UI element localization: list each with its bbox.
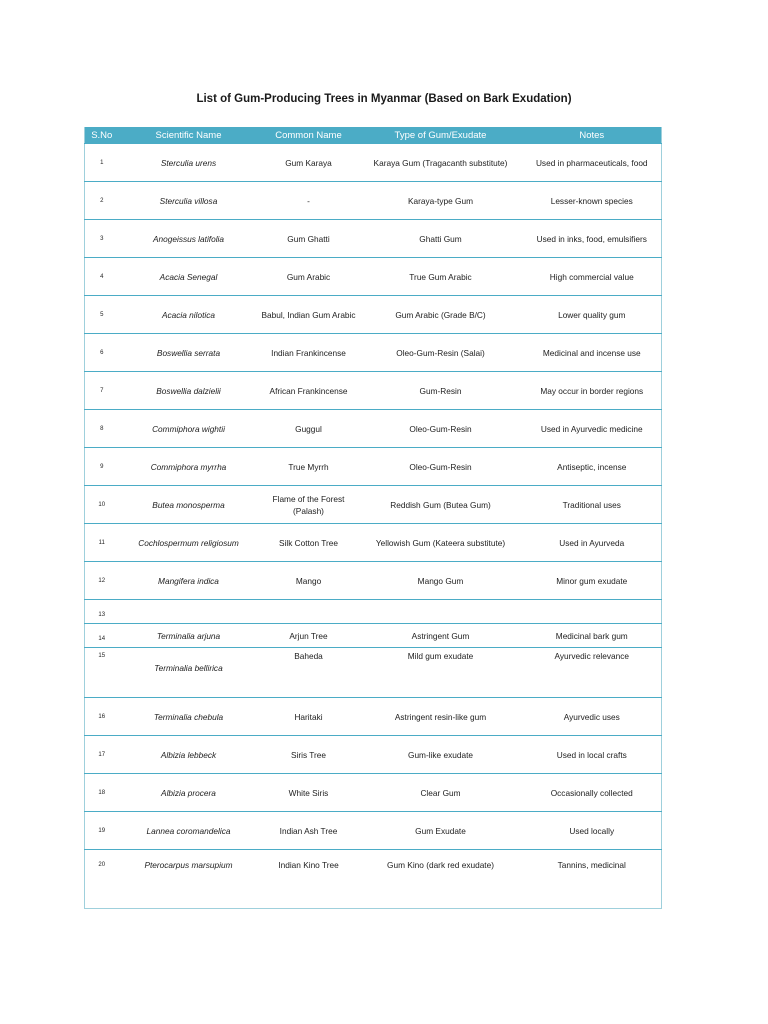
cell-scientific-name: Pterocarpus marsupium	[119, 850, 259, 909]
cell-common-name: True Myrrh	[259, 448, 359, 486]
cell-notes: Occasionally collected	[523, 774, 662, 812]
cell-common-name: Flame of the Forest (Palash)	[259, 486, 359, 524]
cell-scientific-name: Acacia Senegal	[119, 258, 259, 296]
cell-gum-type: Oleo-Gum-Resin (Salai)	[359, 334, 523, 372]
cell-notes: Used in Ayurveda	[523, 524, 662, 562]
cell-sno: 3	[85, 220, 119, 258]
header-type-of-gum: Type of Gum/Exudate	[359, 127, 523, 144]
cell-notes: Lesser-known species	[523, 182, 662, 220]
cell-common-name: Baheda	[259, 648, 359, 698]
cell-sno: 14	[85, 624, 119, 648]
cell-common-name: Gum Ghatti	[259, 220, 359, 258]
cell-sno: 15	[85, 648, 119, 698]
cell-scientific-name: Albizia lebbeck	[119, 736, 259, 774]
cell-gum-type	[359, 600, 523, 624]
page-title: List of Gum-Producing Trees in Myanmar (Based on Bark Exudation)	[196, 93, 572, 105]
cell-gum-type: Gum-Resin	[359, 372, 523, 410]
cell-sno: 10	[85, 486, 119, 524]
cell-notes: Traditional uses	[523, 486, 662, 524]
cell-sno: 16	[85, 698, 119, 736]
cell-sno: 17	[85, 736, 119, 774]
cell-scientific-name: Anogeissus latifolia	[119, 220, 259, 258]
cell-sno: 11	[85, 524, 119, 562]
table-row	[85, 774, 662, 812]
cell-gum-type: Mango Gum	[359, 562, 523, 600]
cell-common-name: Guggul	[259, 410, 359, 448]
cell-notes: Medicinal bark gum	[523, 624, 662, 648]
cell-scientific-name: Albizia procera	[119, 774, 259, 812]
header-common-name: Common Name	[259, 127, 359, 144]
cell-notes: Used in local crafts	[523, 736, 662, 774]
cell-scientific-name	[119, 600, 259, 624]
cell-common-name: Indian Frankincense	[259, 334, 359, 372]
table-row	[85, 448, 662, 486]
cell-sno: 18	[85, 774, 119, 812]
cell-gum-type: Reddish Gum (Butea Gum)	[359, 486, 523, 524]
header-row	[85, 127, 662, 144]
cell-scientific-name: Butea monosperma	[119, 486, 259, 524]
table-row	[85, 648, 662, 698]
cell-sno: 13	[85, 600, 119, 624]
table-body	[85, 144, 662, 909]
cell-scientific-name: Boswellia serrata	[119, 334, 259, 372]
table-row	[85, 296, 662, 334]
cell-common-name	[259, 600, 359, 624]
cell-common-name: Gum Karaya	[259, 144, 359, 182]
cell-gum-type: Clear Gum	[359, 774, 523, 812]
cell-notes: Used in pharmaceuticals, food	[523, 144, 662, 182]
cell-scientific-name: Terminalia bellirica	[119, 648, 259, 698]
cell-scientific-name: Sterculia urens	[119, 144, 259, 182]
table-row	[85, 334, 662, 372]
table-row	[85, 624, 662, 648]
cell-gum-type: Karaya Gum (Tragacanth substitute)	[359, 144, 523, 182]
header-notes: Notes	[523, 127, 662, 144]
cell-gum-type: True Gum Arabic	[359, 258, 523, 296]
cell-common-name: Babul, Indian Gum Arabic	[259, 296, 359, 334]
table-row	[85, 698, 662, 736]
table-row	[85, 486, 662, 524]
cell-common-name: Gum Arabic	[259, 258, 359, 296]
cell-notes: Used locally	[523, 812, 662, 850]
cell-sno: 9	[85, 448, 119, 486]
cell-notes: May occur in border regions	[523, 372, 662, 410]
cell-common-name: White Siris	[259, 774, 359, 812]
cell-common-name: Mango	[259, 562, 359, 600]
cell-sno: 19	[85, 812, 119, 850]
table-row	[85, 812, 662, 850]
table-row	[85, 850, 662, 909]
table-row	[85, 562, 662, 600]
cell-sno: 2	[85, 182, 119, 220]
cell-gum-type: Astringent resin-like gum	[359, 698, 523, 736]
cell-notes: Antiseptic, incense	[523, 448, 662, 486]
cell-common-name: Indian Ash Tree	[259, 812, 359, 850]
cell-scientific-name: Sterculia villosa	[119, 182, 259, 220]
cell-common-name: Siris Tree	[259, 736, 359, 774]
cell-scientific-name: Commiphora wightii	[119, 410, 259, 448]
cell-common-name: Haritaki	[259, 698, 359, 736]
table-row	[85, 182, 662, 220]
cell-sno: 6	[85, 334, 119, 372]
cell-common-name: African Frankincense	[259, 372, 359, 410]
table-row	[85, 600, 662, 624]
cell-notes: Used in inks, food, emulsifiers	[523, 220, 662, 258]
table-row	[85, 410, 662, 448]
cell-sno: 12	[85, 562, 119, 600]
cell-common-name: Indian Kino Tree	[259, 850, 359, 909]
cell-sno: 20	[85, 850, 119, 909]
cell-gum-type: Oleo-Gum-Resin	[359, 410, 523, 448]
cell-sno: 7	[85, 372, 119, 410]
cell-notes: Minor gum exudate	[523, 562, 662, 600]
cell-gum-type: Oleo-Gum-Resin	[359, 448, 523, 486]
cell-notes: Ayurvedic uses	[523, 698, 662, 736]
table-row	[85, 524, 662, 562]
cell-scientific-name: Commiphora myrrha	[119, 448, 259, 486]
cell-notes	[523, 600, 662, 624]
table-row	[85, 258, 662, 296]
cell-notes: Ayurvedic relevance	[523, 648, 662, 698]
header-scientific-name: Scientific Name	[119, 127, 259, 144]
cell-scientific-name: Boswellia dalzielii	[119, 372, 259, 410]
cell-scientific-name: Terminalia chebula	[119, 698, 259, 736]
cell-notes: Used in Ayurvedic medicine	[523, 410, 662, 448]
cell-gum-type: Gum Arabic (Grade B/C)	[359, 296, 523, 334]
table-row	[85, 736, 662, 774]
cell-notes: Tannins, medicinal	[523, 850, 662, 909]
table-header	[85, 127, 662, 144]
gum-trees-table	[84, 127, 662, 909]
cell-scientific-name: Terminalia arjuna	[119, 624, 259, 648]
cell-scientific-name: Acacia nilotica	[119, 296, 259, 334]
cell-gum-type: Ghatti Gum	[359, 220, 523, 258]
cell-sno: 8	[85, 410, 119, 448]
cell-gum-type: Astringent Gum	[359, 624, 523, 648]
cell-common-name: Silk Cotton Tree	[259, 524, 359, 562]
cell-gum-type: Gum-like exudate	[359, 736, 523, 774]
table-row	[85, 372, 662, 410]
cell-gum-type: Yellowish Gum (Kateera substitute)	[359, 524, 523, 562]
table-row	[85, 144, 662, 182]
cell-gum-type: Gum Exudate	[359, 812, 523, 850]
cell-sno: 5	[85, 296, 119, 334]
cell-scientific-name: Cochlospermum religiosum	[119, 524, 259, 562]
cell-sno: 1	[85, 144, 119, 182]
cell-common-name: Arjun Tree	[259, 624, 359, 648]
cell-gum-type: Gum Kino (dark red exudate)	[359, 850, 523, 909]
cell-gum-type: Karaya-type Gum	[359, 182, 523, 220]
header-sno: S.No	[85, 127, 119, 144]
cell-scientific-name: Mangifera indica	[119, 562, 259, 600]
table-row	[85, 220, 662, 258]
cell-sno: 4	[85, 258, 119, 296]
cell-notes: Lower quality gum	[523, 296, 662, 334]
cell-common-name: -	[259, 182, 359, 220]
cell-gum-type: Mild gum exudate	[359, 648, 523, 698]
cell-notes: High commercial value	[523, 258, 662, 296]
cell-scientific-name: Lannea coromandelica	[119, 812, 259, 850]
cell-notes: Medicinal and incense use	[523, 334, 662, 372]
